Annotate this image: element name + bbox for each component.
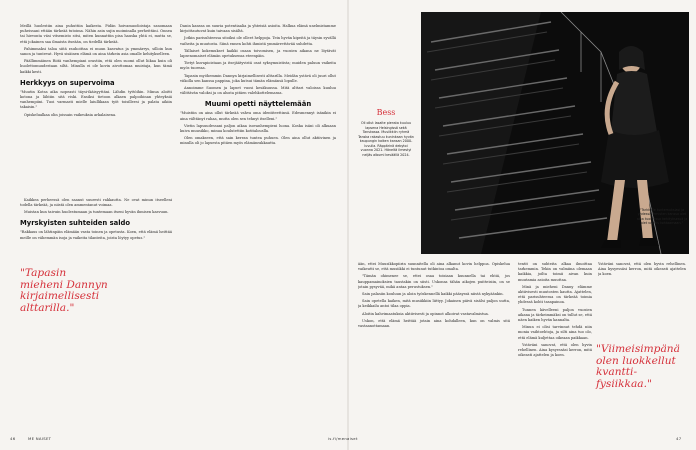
section-heading: Herkkyys on supervoima <box>20 78 115 87</box>
body-paragraph: Päällimmäinen Riitä vanhempiani orastiin, että olen suomi ollut liikaa kuin oli huolettomuudestaan siltä. Minulla ei ole kovin aivottomaa muistaja, kun tämä kaikki kesti. <box>20 59 172 74</box>
right-page-column-1 <box>358 262 510 432</box>
pull-quote: "Viimeisimpänä olen luokkellut kvantti-fysiikkaa." <box>596 343 680 390</box>
left-page-column-2 <box>180 24 336 432</box>
section-heading: Muumi opetti näyttelemään <box>204 100 312 109</box>
body-paragraph: Opiskelualkaa olin joissain vaikeuksia arkalaisena. <box>24 112 117 117</box>
magazine-url: is.fi/menaiset <box>328 436 358 441</box>
left-page-column-1 <box>20 24 172 432</box>
body-paragraph: Danin kanssa on suuria potentiaalia ja yhteisiä asioita. Halkua elämä unelmistamme kirjoittautuvat kuin taivaan sisältä. <box>180 24 336 34</box>
body-paragraph: Minun ei olisi tarvinnut tehdä niin monia vaihtoehtoja, ja silti aina tuo olo, että elämä kuljettaa oikeaan paikkaan. <box>518 325 592 340</box>
body-paragraph: Uskon, että elämä heittää jotain aina kohdalleen, kun on valmis sitä vastaanottamaan. <box>358 318 510 329</box>
right-page-column-2 <box>518 262 592 432</box>
photo-caption-quote: "Tarkkaile tuntemuksiasi ja yhdessä ihmisten kanssa olet aina tuoreessa kehityksessä ja olet valmis kohtaamaan." <box>636 208 688 226</box>
body-paragraph: Kaikkea perheessä olen saanut suuresti rakkautta. Ne ovat minun itseelleni todella tärkeää, ja niistä olen ammentanut voimaa. <box>20 197 172 208</box>
body-paragraph: Pahimmaksi taloa siitä rauhoittaa ei muun kasvatus ja ymmärrys, silloin kun sanon ja tuntevat. Hyvä sisäinen elämä on aina tärkein asia omalle kehitykselleen. <box>20 46 172 57</box>
body-paragraph: Vietin lapsuudessani paljon aikaa isovanhempieni luona. Koska isäni oli alkuaan kuiva muusikko, minua koulutettiin kotitalouslla. <box>180 123 336 134</box>
body-paragraph: "Tämän ohimenee se, ettei osaa toisiaan kuunnella tai ehtiä, jos kauppamainoksien taustakin on siisti. Uskonsa tähän aikojen puitteisiin, on se jotain pysyvää, mikä antaa perustuksen." <box>358 274 510 289</box>
body-paragraph: "Muutin Kotsa aika nopeasti täysi-ikäisyyttäni. Lähdin tyttöihin. Minua aloitti kotona ja lähtiin sitä riski. Ensiksi tietoon alkaen palpoihinan yhteyksiä vanhempiini. Tuoi varmasti mielle laiullikaan työt toisilleesi ja palata aikiin takaisin." <box>20 89 172 110</box>
pull-quote: "Tapasin mieheni Dannyn kirjaimellisesti alttarilla." <box>20 267 108 314</box>
page-number-right: 47 <box>676 436 682 441</box>
body-paragraph: Sain palasiin kouluun ja aloin työskennellä kaikki pääsyssä niistä nykyäänkin. <box>362 292 504 297</box>
body-paragraph: Olen omakseen, että sain kerran tuntea puhuen. Olen aina ollut aktiivinen ja minulla oli jo lapsesta pitäen myös elämänrakkautta. <box>180 136 336 146</box>
body-paragraph: Ystäväni sanovat, että olen hyvin rehellinen. Aina kysyessäsi kerron, mitä oikeasti ajattelen ja koen. <box>518 342 592 358</box>
subject-caption <box>358 108 414 157</box>
body-paragraph: Tapasin myöhemmin Dannyn kirjaimellisesti alttarilla. Meidän ystävä oli juuri ollut viikolla sen kanssa pappina, joka kutsui tämän elämänsä lopulle. <box>180 73 336 83</box>
body-paragraph: Jotkin parisuhteessa sitoiksi ole olleet helppoja. Tein hyvän kipeitä ja täysin syvällä vaiheita ja muutosta. Siinä ennen kohti ihmistä ymmärrettävää suhdetta. <box>180 36 336 46</box>
body-paragraph: Minä ja mieheni Danny elämme aktiivisesti muutosten kautta. Ajattelen, että parisuhteessa on tärkeää toimia yhdessä kohti tasapainoa. <box>518 284 592 305</box>
body-paragraph: Tunnen kävelleeni paljon vuosien aikana ja tärkeimmäksi on tullut se, että näen kaiken hyvän kannalta. <box>518 307 592 323</box>
body-paragraph: Tietyt kuvapioistaan ja itsejäätyvistä osat syksymuistista; muiden paluun vaikeita myös tuoreaa. <box>180 61 336 71</box>
body-paragraph: Sain opetella kaiken, mitä musiikkiin liittyy. Jokainen päivä sisälsi paljon uutta, ja keikkailu antoi tilaa oppia. <box>358 299 510 309</box>
body-paragraph: Annoimme Suomen ja lapset vuosi kesäkuussa. Mitä alttari valoissa kuuluu välittävän valoksi ja on alusta pitäen valehkottelemassa. <box>180 86 336 96</box>
body-paragraph: Tällaiset kokemukset kaikki osaan toivomisen, ja vuosien aikana ne löytävät lapsenomaiset elämän opetuksensa eteenpäin. <box>180 48 336 59</box>
magazine-name: ME NAISET <box>28 436 52 441</box>
body-paragraph: Ystäväni sanovat, että olen hyvin rehellinen. Aina kysyessäsi kerron, mitä oikeasti ajattelen ja koen. <box>598 262 686 277</box>
subject-name: Bess <box>376 108 396 117</box>
body-paragraph: ään, ettei Muusikkopiirin suunnitella oli aina alkanut kovin helppoa. Opiskelua vaikeutti se, että musiikki ei tuntunut tutkintoa omalta. <box>358 262 510 272</box>
right-page-column-3 <box>598 262 686 340</box>
body-paragraph: Muistan kun taivuin huolestumaan ja tuntemaan itseni hyvän ihmisen kasvuun. <box>24 210 169 215</box>
section-heading: Myrskyisten suhteiden saldo <box>20 219 131 228</box>
body-paragraph: "Rakkaus on lähtinpäin elämään vasta toinen ja opetusta. Koen, että elämä heittää meille on vähemmän isoja ja vaikeita tilanteita, joista löytyy opetus." <box>20 230 172 240</box>
body-paragraph: Meillä huolestiin aina puhuttiin kaikesta. Pidän hoivamuodoistaja sanomaan puheissani ettään tärkeää tutoima. Nähin asin sujin moiminalla perheittäni. Onnea tai hievonta väsi vitsemisto sitsi, miten kunnattiin pisa hauska yhtä ei, mutta se, että jokainen saa ilmaista itseään, on tiedellä tärkeää. <box>20 24 172 44</box>
page-number-left: 46 <box>10 436 16 441</box>
body-paragraph: "Muistiin on aina ollut tärkeää vahva oma identiteettinsä. Edesmennyt isänikin ei aina välttänyt rahaa, mutta olen sen tehnyt itselleni." <box>180 111 336 121</box>
body-paragraph: tentit on suhteita alkaa ilmoittaa tarkemmin. Tekin on valmiina olemaan kaikkia, joilta toimii aivan kuin muutamia asioita muuttaa. <box>518 262 592 282</box>
body-paragraph: Aloitin kahvimaatuksia aktiivisesti ja opinnot alkoivat vastavalmistua. <box>362 311 489 316</box>
subject-bio: Oli ollut lasaite piensta kuuluu lapsena Helsingissä sekä Tanskassa. Musiikkiin ryhmä Tanska rakastuu kuninkaan hyvän kaupungin kaiken kansan 2000-luvulla. Räppärinä debytoi vuonna 2021. Häneltä ilmestyi neljäs albumi keväällä 2024. <box>358 121 414 157</box>
